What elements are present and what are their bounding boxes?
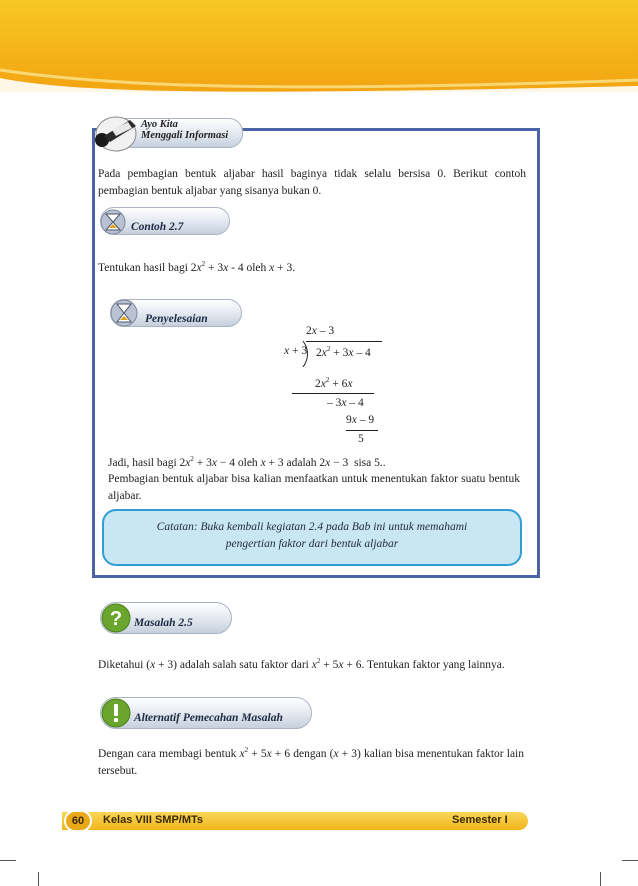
footer-semester: Semester I: [452, 814, 508, 826]
division-bracket: [301, 341, 311, 367]
division-step2: – 3x – 4: [327, 397, 364, 409]
usage-paragraph: Pembagian bentuk aljabar bisa kalian menfaatkan untuk menentukan faktor suatu bentuk aljabar.: [108, 473, 520, 502]
alternative-text: Dengan cara membagi bentuk $x^2 + 5x + 6$ dengan (x + 3) kalian bisa menentukan faktor lain tersebut.: [98, 746, 524, 777]
division-line2: [346, 430, 378, 431]
top-banner: [0, 0, 638, 95]
note-box: [102, 509, 522, 566]
crop-mark: [622, 860, 638, 861]
solution-label: Penyelesaian: [145, 313, 208, 325]
header-title-line2: Menggali Informasi: [141, 130, 229, 141]
example-label: Contoh 2.7: [131, 221, 184, 233]
division-step3: 9x – 9: [346, 414, 375, 426]
question-mark-icon: [101, 603, 131, 633]
note-line2: pengertian faktor dari bentuk aljabar: [225, 538, 399, 550]
problem-label: Masalah 2.5: [134, 617, 193, 629]
division-bar: [306, 341, 382, 342]
footer-book-title: Kelas VIII SMP/MTs: [103, 814, 204, 826]
header-title-line1: Ayo Kita: [141, 119, 178, 130]
hourglass-example-icon: [100, 209, 126, 235]
example-problem: Tentukan hasil bagi $2x^2 + 3x - 4$ oleh x + 3.: [98, 260, 296, 274]
division-dividend: $2x^2 + 3x - 4$: [316, 345, 371, 359]
division-step1: $2x^2 + 6x$: [315, 376, 353, 390]
svg-text:?: ?: [109, 608, 123, 630]
intro-paragraph: Pada pembagian bentuk aljabar hasil baginya tidak selalu bersisa 0. Berikut contoh pembagian bentuk aljabar yang sisanya bukan 0.: [98, 168, 526, 197]
problem-text: Diketahui (x + 3) adalah salah satu faktor dari $x^2 + 5x + 6$. Tentukan faktor yang lainnya.: [98, 657, 505, 671]
crop-mark: [0, 860, 16, 861]
division-line1: [292, 393, 374, 394]
conclusion: Jadi, hasil bagi $2x^2 + 3x - 4$ oleh x + 3 adalah 2x − 3 sisa 5..: [108, 455, 386, 469]
exclamation-icon: [101, 698, 131, 728]
division-remainder: 5: [358, 433, 364, 445]
crop-mark: [600, 872, 601, 886]
reading-book-icon: [90, 110, 142, 154]
hourglass-solution-icon: [109, 298, 139, 328]
page-number: 60: [64, 810, 92, 832]
division-divisor: x + 3: [284, 345, 308, 357]
division-quotient: 2x – 3: [306, 325, 335, 337]
crop-mark: [38, 872, 39, 886]
alternative-label: Alternatif Pemecahan Masalah: [134, 712, 283, 724]
note-line1: Catatan: Buka kembali kegiatan 2.4 pada Bab ini untuk memahami: [156, 521, 468, 533]
